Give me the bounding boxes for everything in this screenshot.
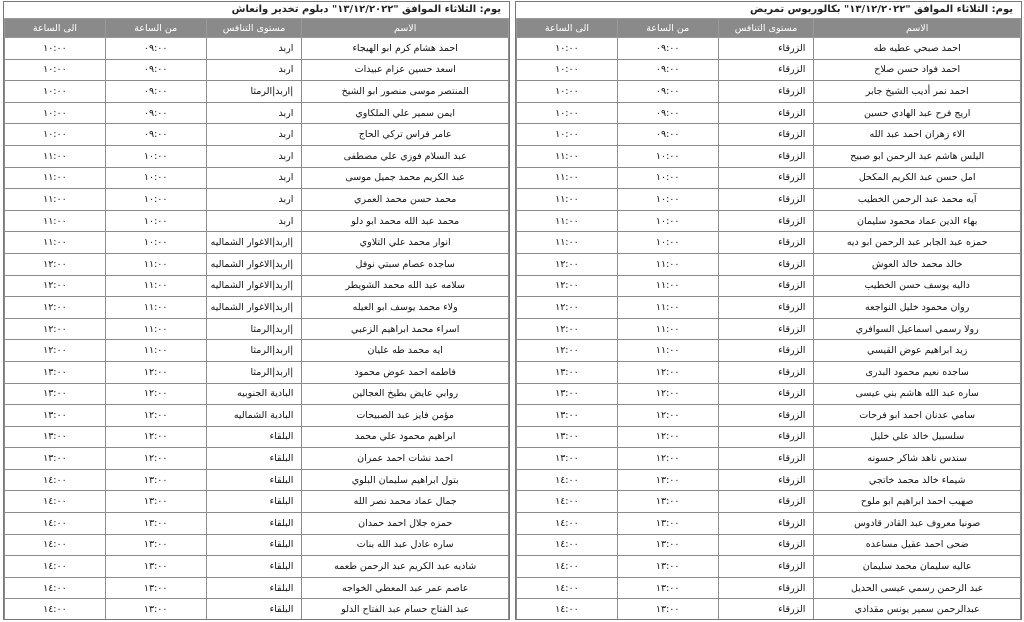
cell-name: احمد نشات احمد عمران — [302, 448, 509, 470]
cell-to-time: ١٤:٠٠ — [517, 491, 618, 513]
header-name: الاسم — [302, 19, 509, 38]
table-row — [517, 253, 1021, 275]
cell-to-time: ١١:٠٠ — [5, 145, 106, 167]
cell-level: اربد — [206, 167, 302, 189]
cell-to-time: ١٢:٠٠ — [517, 297, 618, 319]
cell-to-time: ١١:٠٠ — [5, 210, 106, 232]
cell-from-time: ١٣:٠٠ — [617, 513, 718, 535]
cell-to-time: ١٤:٠٠ — [517, 469, 618, 491]
cell-level: البلقاء — [206, 469, 302, 491]
header-level: مستوى التنافس — [206, 19, 302, 38]
table-row — [517, 534, 1021, 556]
table-row — [5, 145, 509, 167]
cell-to-time: ١٤:٠٠ — [5, 534, 106, 556]
cell-level: البادية الشماليه — [206, 405, 302, 427]
cell-name: ايمن سمير علي الملكاوي — [302, 102, 509, 124]
cell-to-time: ١٠:٠٠ — [517, 81, 618, 103]
cell-name: الاء زهران احمد عبد الله — [814, 124, 1021, 146]
cell-level: |اربد|الرمثا — [206, 318, 302, 340]
table-row — [517, 405, 1021, 427]
cell-from-time: ١١:٠٠ — [105, 275, 206, 297]
cell-level: البلقاء — [206, 599, 302, 620]
cell-name: ولاء محمد يوسف ابو العيله — [302, 297, 509, 319]
table-row — [517, 189, 1021, 211]
cell-level: الزرقاء — [718, 253, 814, 275]
cell-level: اربد — [206, 38, 302, 60]
cell-name: عبد السلام فوزي علي مصطفى — [302, 145, 509, 167]
table-header-row — [517, 19, 1021, 38]
table-row — [5, 210, 509, 232]
cell-level: الزرقاء — [718, 448, 814, 470]
table-row — [5, 383, 509, 405]
cell-from-time: ١٣:٠٠ — [617, 599, 718, 620]
cell-level: اربد — [206, 189, 302, 211]
cell-to-time: ١٤:٠٠ — [5, 491, 106, 513]
left-table-body — [5, 38, 509, 621]
cell-to-time: ١٢:٠٠ — [517, 253, 618, 275]
cell-from-time: ٠٩:٠٠ — [617, 102, 718, 124]
table-row — [517, 448, 1021, 470]
cell-name: روان محمود خليل النواجعه — [814, 297, 1021, 319]
cell-to-time: ١٢:٠٠ — [5, 253, 106, 275]
cell-level: الزرقاء — [718, 124, 814, 146]
cell-from-time: ١٢:٠٠ — [617, 383, 718, 405]
cell-to-time: ١٠:٠٠ — [5, 38, 106, 60]
cell-to-time: ١٣:٠٠ — [517, 426, 618, 448]
table-row — [517, 318, 1021, 340]
table-row — [517, 297, 1021, 319]
cell-name: داليه يوسف حسن الخطيب — [814, 275, 1021, 297]
cell-to-time: ١٣:٠٠ — [517, 361, 618, 383]
cell-from-time: ٠٩:٠٠ — [105, 102, 206, 124]
cell-to-time: ١٣:٠٠ — [5, 426, 106, 448]
cell-level: البلقاء — [206, 448, 302, 470]
cell-from-time: ٠٩:٠٠ — [105, 124, 206, 146]
table-row — [5, 426, 509, 448]
cell-from-time: ١٠:٠٠ — [617, 167, 718, 189]
table-row — [517, 426, 1021, 448]
cell-level: |اربد|الاغوار الشماليه — [206, 232, 302, 254]
cell-from-time: ١٣:٠٠ — [105, 513, 206, 535]
cell-from-time: ١٢:٠٠ — [617, 361, 718, 383]
cell-from-time: ٠٩:٠٠ — [617, 81, 718, 103]
cell-level: البلقاء — [206, 577, 302, 599]
table-row — [517, 383, 1021, 405]
right-schedule-table — [516, 18, 1021, 620]
cell-from-time: ٠٩:٠٠ — [105, 59, 206, 81]
table-row — [5, 297, 509, 319]
cell-from-time: ١١:٠٠ — [105, 253, 206, 275]
table-row — [5, 275, 509, 297]
header-from: من الساعة — [617, 19, 718, 38]
header-name: الاسم — [814, 19, 1021, 38]
cell-to-time: ١٠:٠٠ — [517, 102, 618, 124]
cell-level: الزرقاء — [718, 577, 814, 599]
table-row — [517, 38, 1021, 60]
table-row — [5, 405, 509, 427]
table-header-row — [5, 19, 509, 38]
cell-to-time: ١٣:٠٠ — [517, 405, 618, 427]
cell-name: اليلس هاشم عبد الرحمن ابو صبيح — [814, 145, 1021, 167]
cell-name: سلامه عبد الله محمد الشويطر — [302, 275, 509, 297]
cell-name: عامر فراس تركي الحاج — [302, 124, 509, 146]
table-row — [517, 491, 1021, 513]
cell-to-time: ١٤:٠٠ — [517, 556, 618, 578]
table-row — [5, 340, 509, 362]
cell-name: شاديه عبد الكريم عبد الرحمن طعمه — [302, 556, 509, 578]
cell-name: اسعد حسين عزام عبيدات — [302, 59, 509, 81]
cell-name: عاليه سليمان محمد سليمان — [814, 556, 1021, 578]
cell-name: ابراهيم محمود علي محمد — [302, 426, 509, 448]
table-row — [517, 210, 1021, 232]
cell-name: صونيا معروف عبد القادر قادوس — [814, 513, 1021, 535]
cell-level: اربد — [206, 102, 302, 124]
table-row — [517, 145, 1021, 167]
cell-from-time: ١٣:٠٠ — [105, 534, 206, 556]
cell-level: الزرقاء — [718, 167, 814, 189]
cell-level: الزرقاء — [718, 318, 814, 340]
cell-from-time: ١٠:٠٠ — [105, 189, 206, 211]
cell-from-time: ١٣:٠٠ — [617, 577, 718, 599]
table-row — [517, 469, 1021, 491]
cell-to-time: ١٣:٠٠ — [517, 448, 618, 470]
cell-to-time: ١٠:٠٠ — [5, 81, 106, 103]
table-row — [517, 232, 1021, 254]
cell-level: البلقاء — [206, 491, 302, 513]
table-row — [5, 59, 509, 81]
cell-level: الزرقاء — [718, 81, 814, 103]
cell-from-time: ١٣:٠٠ — [617, 556, 718, 578]
cell-to-time: ١١:٠٠ — [517, 232, 618, 254]
cell-name: ساجده عصام سبتي نوفل — [302, 253, 509, 275]
cell-from-time: ١٢:٠٠ — [617, 448, 718, 470]
cell-to-time: ١٠:٠٠ — [5, 124, 106, 146]
cell-from-time: ١٠:٠٠ — [105, 210, 206, 232]
cell-from-time: ٠٩:٠٠ — [105, 81, 206, 103]
cell-name: ضحى احمد عقيل مساعده — [814, 534, 1021, 556]
table-row — [517, 102, 1021, 124]
cell-name: روابي عايض بطيخ العجالين — [302, 383, 509, 405]
left-schedule-panel — [3, 1, 510, 620]
cell-name: محمد حسن محمد العمري — [302, 189, 509, 211]
cell-level: الزرقاء — [718, 599, 814, 620]
cell-name: مؤمن فايز عبد الصبيحات — [302, 405, 509, 427]
cell-name: احمد صبحي عطيه طه — [814, 38, 1021, 60]
cell-from-time: ٠٩:٠٠ — [617, 59, 718, 81]
table-row — [517, 361, 1021, 383]
cell-from-time: ١٣:٠٠ — [105, 577, 206, 599]
cell-name: آيه محمد عبد الرحمن الخطيب — [814, 189, 1021, 211]
cell-to-time: ١٤:٠٠ — [5, 556, 106, 578]
table-row — [5, 318, 509, 340]
cell-to-time: ١٤:٠٠ — [517, 577, 618, 599]
cell-level: اربد — [206, 145, 302, 167]
cell-level: اربد — [206, 210, 302, 232]
header-level: مستوى التنافس — [718, 19, 814, 38]
cell-from-time: ٠٩:٠٠ — [617, 38, 718, 60]
cell-name: احمد هشام كرم ابو الهيجاء — [302, 38, 509, 60]
cell-from-time: ١٠:٠٠ — [617, 145, 718, 167]
cell-from-time: ١١:٠٠ — [617, 297, 718, 319]
cell-level: |اربد|الاغوار الشماليه — [206, 275, 302, 297]
cell-from-time: ١٢:٠٠ — [105, 361, 206, 383]
cell-level: الزرقاء — [718, 59, 814, 81]
cell-level: الزرقاء — [718, 297, 814, 319]
cell-from-time: ١٠:٠٠ — [105, 232, 206, 254]
cell-level: |اربد|الرمثا — [206, 340, 302, 362]
table-row — [517, 340, 1021, 362]
table-row — [5, 577, 509, 599]
cell-name: ساجده نعيم محمود البدرى — [814, 361, 1021, 383]
cell-name: عاصم عمر عبد المعطي الخواجه — [302, 577, 509, 599]
cell-from-time: ١١:٠٠ — [617, 340, 718, 362]
cell-from-time: ١٣:٠٠ — [617, 469, 718, 491]
table-row — [517, 124, 1021, 146]
cell-name: زيد ابراهيم عوض القيسي — [814, 340, 1021, 362]
table-row — [5, 38, 509, 60]
cell-from-time: ٠٩:٠٠ — [617, 124, 718, 146]
cell-level: الزرقاء — [718, 102, 814, 124]
cell-to-time: ١٠:٠٠ — [517, 38, 618, 60]
cell-level: الزرقاء — [718, 38, 814, 60]
table-row — [5, 102, 509, 124]
right-panel-title: يوم: الثلاثاء الموافق "١٣/١٢/٢٠٢٢" بكالوريوس تمريض — [750, 4, 1013, 15]
cell-name: محمد عبد الله محمد ابو دلو — [302, 210, 509, 232]
cell-from-time: ١١:٠٠ — [105, 297, 206, 319]
cell-level: الزرقاء — [718, 340, 814, 362]
cell-from-time: ١٠:٠٠ — [617, 232, 718, 254]
table-row — [5, 556, 509, 578]
table-row — [5, 232, 509, 254]
cell-from-time: ١٢:٠٠ — [617, 426, 718, 448]
cell-to-time: ١٤:٠٠ — [517, 513, 618, 535]
cell-to-time: ١٣:٠٠ — [5, 383, 106, 405]
cell-level: الزرقاء — [718, 232, 814, 254]
cell-name: احمد نمر أديب الشيخ جابر — [814, 81, 1021, 103]
header-to: الى الساعة — [517, 19, 618, 38]
cell-level: الزرقاء — [718, 405, 814, 427]
cell-to-time: ١٢:٠٠ — [517, 275, 618, 297]
cell-name: حمزه عبد الجابر عبد الرحمن ابو ديه — [814, 232, 1021, 254]
table-row — [517, 81, 1021, 103]
cell-name: عبد الفتاح حسام عبد الفتاح الدلو — [302, 599, 509, 620]
cell-from-time: ١١:٠٠ — [617, 318, 718, 340]
cell-to-time: ١٠:٠٠ — [517, 124, 618, 146]
table-row — [5, 599, 509, 620]
cell-name: خالد محمد خالد العوش — [814, 253, 1021, 275]
cell-to-time: ١٤:٠٠ — [517, 599, 618, 620]
cell-to-time: ١١:٠٠ — [517, 210, 618, 232]
cell-to-time: ١٤:٠٠ — [5, 513, 106, 535]
cell-level: اربد — [206, 124, 302, 146]
cell-name: عبد الرحمن رسمي عيسى الحديل — [814, 577, 1021, 599]
cell-from-time: ١١:٠٠ — [105, 340, 206, 362]
cell-name: امل حسن عبد الكريم المكحل — [814, 167, 1021, 189]
cell-name: انوار محمد علي التلاوي — [302, 232, 509, 254]
table-row — [517, 599, 1021, 620]
cell-level: البلقاء — [206, 556, 302, 578]
cell-to-time: ١٣:٠٠ — [5, 361, 106, 383]
cell-name: سلسبيل خالد علي خليل — [814, 426, 1021, 448]
cell-level: |اربد|الرمثا — [206, 361, 302, 383]
table-row — [5, 253, 509, 275]
table-row — [5, 513, 509, 535]
cell-to-time: ١٢:٠٠ — [517, 318, 618, 340]
cell-name: حمزه جلال احمد حمدان — [302, 513, 509, 535]
cell-level: الزرقاء — [718, 189, 814, 211]
table-row — [517, 556, 1021, 578]
cell-from-time: ١٢:٠٠ — [105, 383, 206, 405]
table-row — [5, 167, 509, 189]
cell-name: احمد فواد حسن صلاح — [814, 59, 1021, 81]
cell-to-time: ١١:٠٠ — [517, 145, 618, 167]
cell-from-time: ١٠:٠٠ — [617, 210, 718, 232]
cell-from-time: ١٠:٠٠ — [105, 167, 206, 189]
left-panel-title: يوم: الثلاثاء الموافق "١٣/١٢/٢٠٢٢" دبلوم تخدير وانعاش — [231, 4, 501, 15]
cell-name: صهيب احمد ابراهيم ابو ملوح — [814, 491, 1021, 513]
cell-level: الزرقاء — [718, 275, 814, 297]
cell-name: عبد الكريم محمد جميل موسى — [302, 167, 509, 189]
cell-name: ايه محمد طه عليان — [302, 340, 509, 362]
table-row — [517, 275, 1021, 297]
cell-from-time: ١١:٠٠ — [617, 253, 718, 275]
cell-from-time: ١٢:٠٠ — [617, 405, 718, 427]
cell-from-time: ١٣:٠٠ — [105, 556, 206, 578]
cell-name: ساره عادل عبد الله بنات — [302, 534, 509, 556]
cell-level: |اربد|الاغوار الشماليه — [206, 297, 302, 319]
cell-to-time: ١٣:٠٠ — [5, 448, 106, 470]
cell-to-time: ١١:٠٠ — [517, 189, 618, 211]
table-row — [5, 81, 509, 103]
cell-to-time: ١٢:٠٠ — [5, 297, 106, 319]
table-row — [517, 167, 1021, 189]
cell-to-time: ١٤:٠٠ — [5, 577, 106, 599]
cell-name: سندس ناهد شاكر حسونه — [814, 448, 1021, 470]
cell-from-time: ٠٩:٠٠ — [105, 38, 206, 60]
cell-from-time: ١٠:٠٠ — [617, 189, 718, 211]
table-row — [5, 491, 509, 513]
cell-name: شيماء خالد محمد خاتجي — [814, 469, 1021, 491]
cell-to-time: ١٠:٠٠ — [5, 102, 106, 124]
cell-to-time: ١١:٠٠ — [5, 167, 106, 189]
cell-to-time: ١٢:٠٠ — [5, 318, 106, 340]
cell-from-time: ١٣:٠٠ — [105, 469, 206, 491]
cell-name: فاطمه احمد عوض محمود — [302, 361, 509, 383]
cell-level: الزرقاء — [718, 383, 814, 405]
cell-level: الزرقاء — [718, 426, 814, 448]
table-row — [5, 189, 509, 211]
table-row — [5, 448, 509, 470]
cell-to-time: ١٠:٠٠ — [5, 59, 106, 81]
cell-name: سامي عدنان احمد ابو فرحات — [814, 405, 1021, 427]
cell-to-time: ١٣:٠٠ — [517, 383, 618, 405]
cell-level: الزرقاء — [718, 210, 814, 232]
cell-from-time: ١٠:٠٠ — [105, 145, 206, 167]
cell-from-time: ١٣:٠٠ — [617, 534, 718, 556]
cell-from-time: ١١:٠٠ — [617, 275, 718, 297]
cell-to-time: ١١:٠٠ — [5, 189, 106, 211]
cell-name: جمال عماد محمد نصر الله — [302, 491, 509, 513]
cell-level: الزرقاء — [718, 556, 814, 578]
right-schedule-panel — [515, 1, 1022, 620]
header-to: الى الساعة — [5, 19, 106, 38]
table-row — [517, 513, 1021, 535]
cell-level: |اربد|الاغوار الشماليه — [206, 253, 302, 275]
cell-from-time: ١٣:٠٠ — [617, 491, 718, 513]
cell-level: |اربد|الرمثا — [206, 81, 302, 103]
cell-level: الزرقاء — [718, 361, 814, 383]
cell-level: الزرقاء — [718, 491, 814, 513]
cell-level: البلقاء — [206, 513, 302, 535]
cell-level: البلقاء — [206, 534, 302, 556]
cell-from-time: ١٢:٠٠ — [105, 426, 206, 448]
cell-level: البلقاء — [206, 426, 302, 448]
cell-to-time: ١١:٠٠ — [5, 232, 106, 254]
cell-from-time: ١٣:٠٠ — [105, 491, 206, 513]
cell-level: اربد — [206, 59, 302, 81]
cell-to-time: ١٠:٠٠ — [517, 59, 618, 81]
cell-from-time: ١٢:٠٠ — [105, 405, 206, 427]
cell-to-time: ١١:٠٠ — [517, 167, 618, 189]
cell-to-time: ١٣:٠٠ — [5, 405, 106, 427]
table-row — [517, 59, 1021, 81]
cell-from-time: ١٣:٠٠ — [105, 599, 206, 620]
header-from: من الساعة — [105, 19, 206, 38]
table-row — [5, 469, 509, 491]
cell-level: الزرقاء — [718, 469, 814, 491]
cell-level: الزرقاء — [718, 145, 814, 167]
cell-to-time: ١٢:٠٠ — [5, 340, 106, 362]
cell-from-time: ١٢:٠٠ — [105, 448, 206, 470]
cell-level: الزرقاء — [718, 513, 814, 535]
cell-from-time: ١١:٠٠ — [105, 318, 206, 340]
table-row — [517, 577, 1021, 599]
cell-level: الزرقاء — [718, 534, 814, 556]
cell-name: ساره عبد الله هاشم بني عيسى — [814, 383, 1021, 405]
cell-to-time: ١٢:٠٠ — [517, 340, 618, 362]
cell-to-time: ١٤:٠٠ — [5, 599, 106, 620]
cell-to-time: ١٤:٠٠ — [5, 469, 106, 491]
cell-name: بتول ابراهيم سليمان البلوي — [302, 469, 509, 491]
cell-name: رولا رسمي اسماعيل السوافري — [814, 318, 1021, 340]
cell-name: اريج فرح عبد الهادي حسين — [814, 102, 1021, 124]
table-row — [5, 361, 509, 383]
right-table-body — [517, 38, 1021, 621]
cell-name: عبدالرحمن سمير يونس مقدادي — [814, 599, 1021, 620]
cell-to-time: ١٢:٠٠ — [5, 275, 106, 297]
cell-name: المنتصر موسى منصور ابو الشيخ — [302, 81, 509, 103]
table-row — [5, 124, 509, 146]
table-row — [5, 534, 509, 556]
cell-name: بهاء الدين عماد محمود سليمان — [814, 210, 1021, 232]
cell-to-time: ١٤:٠٠ — [517, 534, 618, 556]
cell-name: اسراء محمد ابراهيم الزعبي — [302, 318, 509, 340]
cell-level: البادية الجنوبيه — [206, 383, 302, 405]
left-schedule-table — [4, 18, 509, 620]
